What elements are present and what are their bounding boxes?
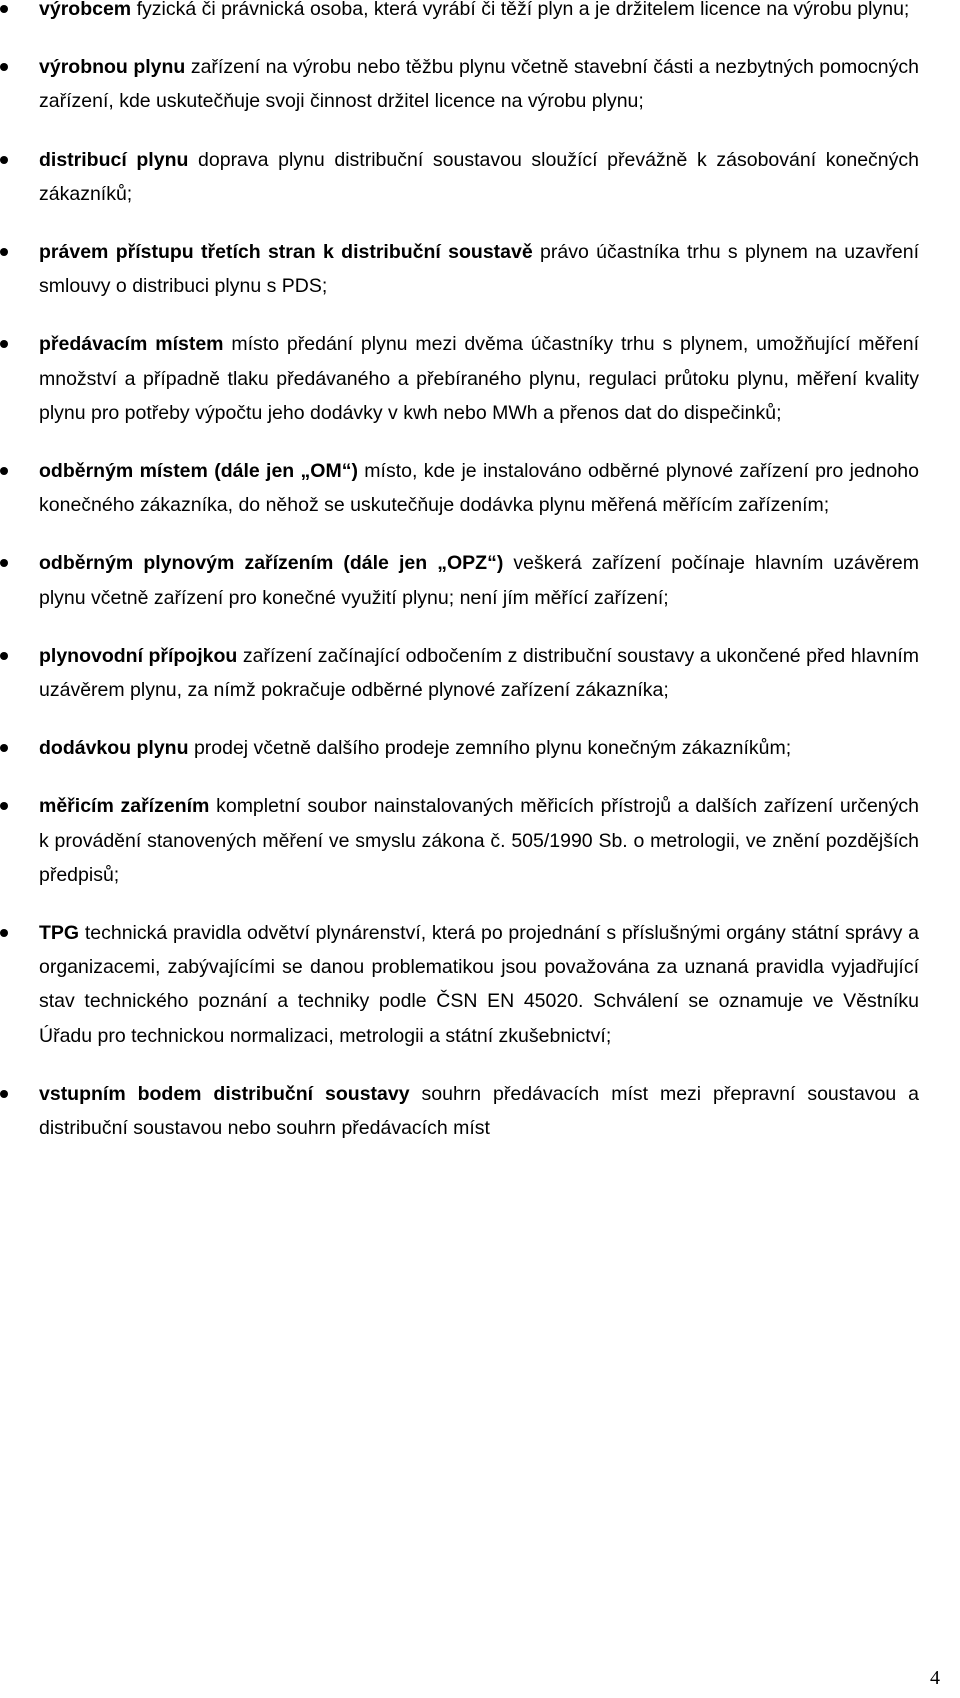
definition-text: kompletní soubor nainstalovaných měřicích přístrojů a dalších zařízení určených k provádění stanovených měření ve smyslu zákona č. 505/1990 Sb. o metrologii, ve znění pozdějších předpisů; [39,795,920,886]
bullet-icon [0,1090,8,1098]
definition-item [39,454,919,522]
definition-term: odběrným plynovým zařízením (dále jen „OPZ“) [39,552,504,575]
definition-text: právo účastníka trhu s plynem na uzavření smlouvy o distribuci plynu s PDS; [39,241,919,298]
definition-item [39,1077,919,1145]
definition-text: zařízení na výrobu nebo těžbu plynu včetně stavební části a nezbytných pomocných zařízení, kde uskutečňuje svoji činnost držitel licence na výrobu plynu; [39,56,919,113]
definition-item [39,235,919,303]
definition-item [39,0,919,26]
bullet-icon [0,63,8,71]
bullet-icon [0,5,8,13]
definition-text: fyzická či právnická osoba, která vyrábí či těží plyn a je držitelem licence na výrobu plynu; [136,0,910,20]
definition-term: měřicím zařízením [39,795,210,818]
definition-term: distribucí plynu [39,148,189,171]
definition-text: místo, kde je instalováno odběrné plynové zařízení pro jednoho konečného zákazníka, do něhož se uskutečňuje dodávka plynu měřená měřícím zařízením; [39,460,919,517]
bullet-icon [0,248,8,256]
definition-text: souhrn předávacích míst mezi přepravní soustavou a distribuční soustavou nebo souhrn předávacích míst [39,1082,919,1140]
bullet-icon [0,467,8,475]
bullet-icon [0,559,8,567]
page-number: 4 [930,1667,940,1689]
definition-item [39,50,919,118]
definition-text: místo předání plynu mezi dvěma účastníky trhu s plynem, umožňující měření množství a případně tlaku předávaného a přebíraného plynu, regulaci průtoku plynu, měření kvality plynu pro potřeby výpočtu jeho dodávky v kwh nebo MWh a přenos dat do dispečinků; [39,333,919,424]
definition-term: výrobnou plynu [39,56,186,79]
definition-term: dodávkou plynu [39,737,189,760]
definition-term: předávacím místem [39,333,224,356]
definition-text: prodej včetně dalšího prodeje zemního plynu konečným zákazníkům; [193,737,792,760]
definition-text: veškerá zařízení počínaje hlavním uzávěrem plynu včetně zařízení pro konečné využití plynu; není jím měřící zařízení; [39,552,920,609]
bullet-icon [0,156,8,164]
definition-item [39,546,919,614]
definition-term: odběrným místem (dále jen „OM“) [39,460,358,483]
definition-term: právem přístupu třetích stran k distribuční soustavě [39,241,533,264]
bullet-icon [0,802,8,810]
bullet-icon [0,744,8,752]
definition-term: TPG [39,922,80,945]
bullet-icon [0,340,8,348]
definition-item [39,916,919,1053]
definition-text: zařízení začínající odbočením z distribuční soustavy a ukončené před hlavním uzávěrem plynu, za nímž pokračuje odběrné plynové zařízení zákazníka; [39,644,919,702]
definition-list [39,0,919,1169]
definition-item [39,789,919,892]
definition-item [39,731,919,765]
definition-item [39,639,919,707]
definition-term: vstupním bodem distribuční soustavy [39,1082,410,1105]
definition-item [39,143,919,211]
definition-term: plynovodní přípojkou [39,644,238,667]
bullet-icon [0,652,8,660]
definition-text: doprava plynu distribuční soustavou sloužící převážně k zásobování konečných zákazníků; [39,148,919,205]
bullet-icon [0,929,8,937]
definition-text: technická pravidla odvětví plynárenství, která po projednání s příslušnými orgány státní správy a organizacemi, zabývajícími se danou problematikou jsou považována za uznaná pravidla vyjadřující stav technického poznání a techniky podle ČSN EN 45020. Schválení se oznamuje ve Věstníku Úřadu pro technickou normalizaci, metrologii a státní zkušebnictví; [39,922,919,1047]
definition-item [39,327,919,430]
definition-term: výrobcem [39,0,132,20]
